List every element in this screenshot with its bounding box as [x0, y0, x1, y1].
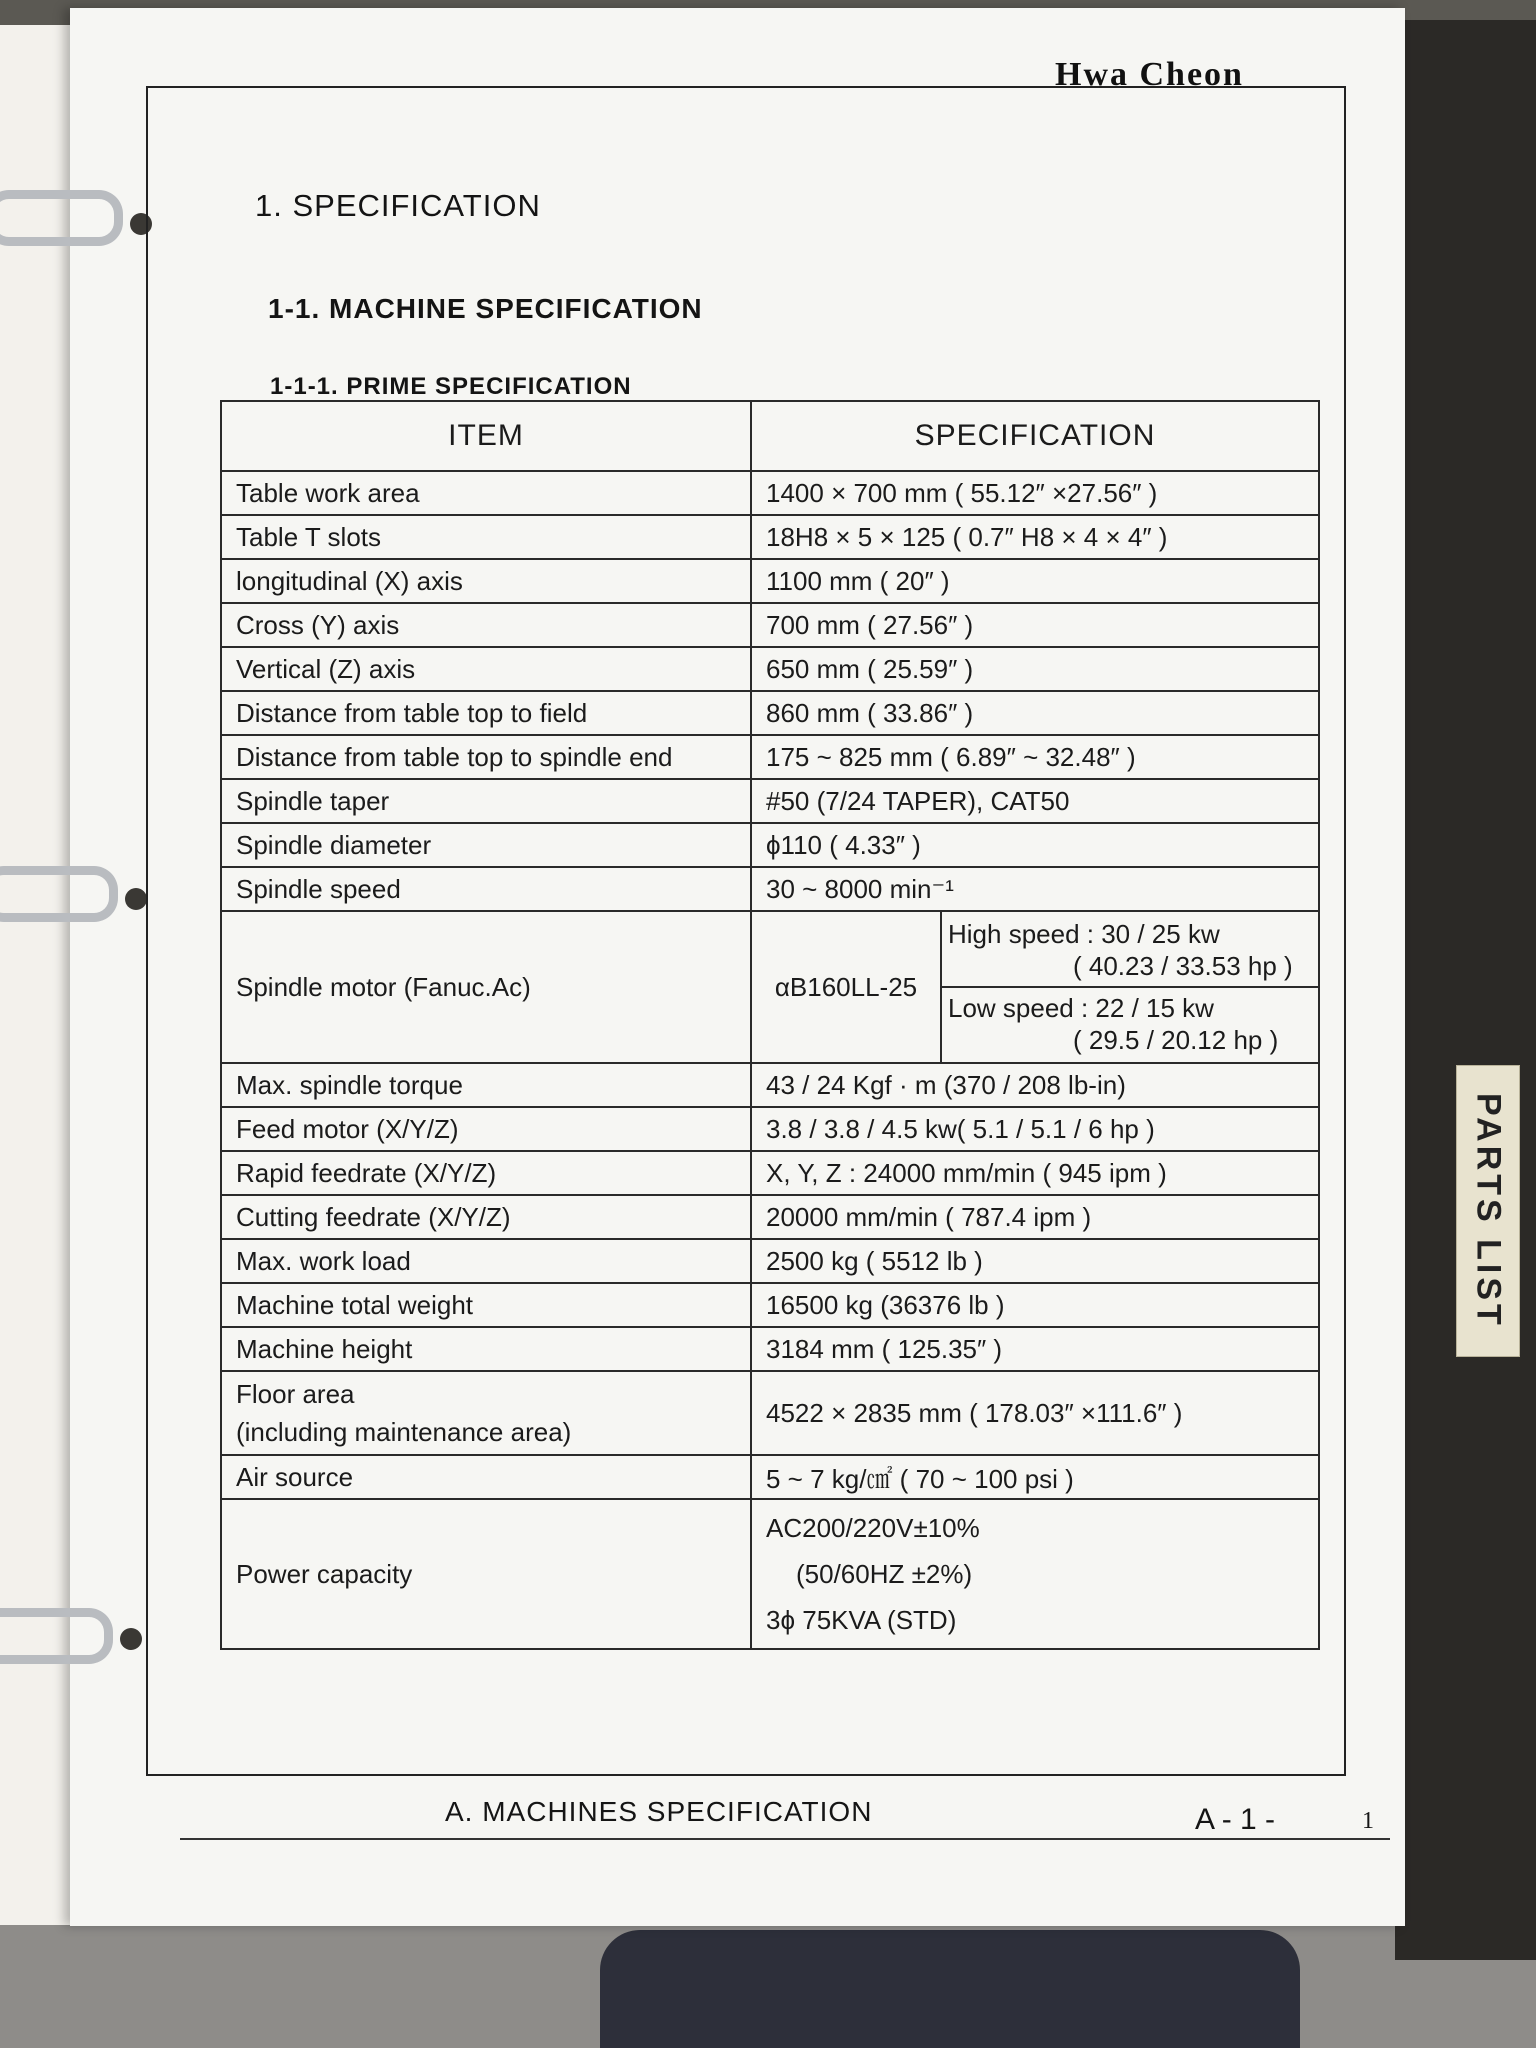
item-cell: longitudinal (X) axis [221, 559, 751, 603]
high-speed-hp: ( 40.23 / 33.53 hp ) [1073, 951, 1293, 981]
item-cell: Distance from table top to field [221, 691, 751, 735]
item-cell: Machine height [221, 1327, 751, 1371]
header-specification: SPECIFICATION [751, 401, 1319, 471]
item-cell: Air source [221, 1455, 751, 1499]
table-header-row [221, 401, 1319, 471]
item-cell: Rapid feedrate (X/Y/Z) [221, 1151, 751, 1195]
binder-cover [1395, 20, 1536, 1960]
spec-cell: #50 (7/24 TAPER), CAT50 [751, 779, 1319, 823]
spec-cell: 2500 kg ( 5512 lb ) [751, 1239, 1319, 1283]
table-row [221, 647, 1319, 691]
spec-table [220, 400, 1320, 1650]
table-row [221, 1063, 1319, 1107]
motor-speed-cell [941, 911, 1319, 1063]
power-kva: 3ϕ 75KVA (STD) [766, 1605, 957, 1635]
item-cell: Cutting feedrate (X/Y/Z) [221, 1195, 751, 1239]
low-speed-hp: ( 29.5 / 20.12 hp ) [1073, 1025, 1279, 1055]
item-cell: Distance from table top to spindle end [221, 735, 751, 779]
binder-ring [0, 1608, 113, 1664]
table-row [221, 735, 1319, 779]
item-cell: Power capacity [221, 1499, 751, 1649]
spec-cell: 20000 mm/min ( 787.4 ipm ) [751, 1195, 1319, 1239]
item-cell: Cross (Y) axis [221, 603, 751, 647]
spec-cell: 650 mm ( 25.59″ ) [751, 647, 1319, 691]
subsection-heading: 1-1. MACHINE SPECIFICATION [268, 293, 703, 324]
table-row [221, 1151, 1319, 1195]
spec-cell: 5 ~ 7 kg/㎠ ( 70 ~ 100 psi ) [751, 1455, 1319, 1499]
header-item: ITEM [221, 401, 751, 471]
table-row [221, 1455, 1319, 1499]
power-voltage: AC200/220V±10% [766, 1513, 980, 1543]
floor-area-row [221, 1371, 1319, 1455]
spec-cell: 1100 mm ( 20″ ) [751, 559, 1319, 603]
spec-cell: 175 ~ 825 mm ( 6.89″ ~ 32.48″ ) [751, 735, 1319, 779]
spec-cell: 30 ~ 8000 min⁻¹ [751, 867, 1319, 911]
punch-hole [125, 888, 147, 910]
motor-row [221, 911, 1319, 1063]
binder-ring [0, 866, 118, 922]
table-row [221, 1283, 1319, 1327]
company-name: Hwa Cheon [1055, 56, 1244, 93]
table-row [221, 603, 1319, 647]
spec-cell: 3.8 / 3.8 / 4.5 kw( 5.1 / 5.1 / 6 hp ) [751, 1107, 1319, 1151]
footer-title: A. MACHINES SPECIFICATION [445, 1796, 873, 1827]
power-frequency: (50/60HZ ±2%) [796, 1559, 973, 1589]
floor-area-label: Floor area [236, 1379, 355, 1409]
item-cell: Table work area [221, 471, 751, 515]
table-row [221, 779, 1319, 823]
punch-hole [120, 1628, 142, 1650]
spec-cell: 43 / 24 Kgf · m (370 / 208 lb-in) [751, 1063, 1319, 1107]
table-row [221, 1327, 1319, 1371]
item-cell: Spindle taper [221, 779, 751, 823]
shoe [600, 1930, 1300, 2048]
footer-rule [180, 1838, 1390, 1840]
power-row [221, 1499, 1319, 1649]
high-speed-block [942, 912, 1318, 988]
document-page [70, 8, 1405, 1926]
spec-cell: 700 mm ( 27.56″ ) [751, 603, 1319, 647]
subsubsection-heading: 1-1-1. PRIME SPECIFICATION [270, 373, 632, 400]
spec-cell: X, Y, Z : 24000 mm/min ( 945 ipm ) [751, 1151, 1319, 1195]
table-row [221, 691, 1319, 735]
table-row [221, 471, 1319, 515]
item-cell: Machine total weight [221, 1283, 751, 1327]
item-cell: Spindle motor (Fanuc.Ac) [221, 911, 751, 1063]
table-row [221, 823, 1319, 867]
footer-page-number: 1 [1362, 1808, 1374, 1834]
table-row [221, 1195, 1319, 1239]
item-cell: Spindle speed [221, 867, 751, 911]
spec-cell: 1400 × 700 mm ( 55.12″ ×27.56″ ) [751, 471, 1319, 515]
low-speed-block [942, 988, 1318, 1062]
spec-cell: 16500 kg (36376 lb ) [751, 1283, 1319, 1327]
floor-area-note: (including maintenance area) [236, 1417, 572, 1447]
low-speed-power: Low speed : 22 / 15 kw [948, 993, 1214, 1023]
section-heading: 1. SPECIFICATION [255, 188, 541, 223]
footer-page-label: A - 1 - [1195, 1803, 1276, 1836]
spec-cell: 4522 × 2835 mm ( 178.03″ ×111.6″ ) [751, 1371, 1319, 1455]
table-row [221, 867, 1319, 911]
item-cell: Feed motor (X/Y/Z) [221, 1107, 751, 1151]
table-row [221, 1107, 1319, 1151]
parts-list-tab[interactable]: PARTS LIST [1456, 1065, 1520, 1357]
spec-cell: 18H8 × 5 × 125 ( 0.7″ H8 × 4 × 4″ ) [751, 515, 1319, 559]
power-spec-cell [751, 1499, 1319, 1649]
item-cell: Max. spindle torque [221, 1063, 751, 1107]
item-cell [221, 1371, 751, 1455]
item-cell: Vertical (Z) axis [221, 647, 751, 691]
item-cell: Max. work load [221, 1239, 751, 1283]
motor-model-cell: αB160LL-25 [751, 911, 941, 1063]
item-cell: Spindle diameter [221, 823, 751, 867]
item-cell: Table T slots [221, 515, 751, 559]
spec-cell: 3184 mm ( 125.35″ ) [751, 1327, 1319, 1371]
spec-cell: ϕ110 ( 4.33″ ) [751, 823, 1319, 867]
binder-ring [0, 190, 123, 246]
table-row [221, 515, 1319, 559]
table-row [221, 559, 1319, 603]
spec-cell: 860 mm ( 33.86″ ) [751, 691, 1319, 735]
table-row [221, 1239, 1319, 1283]
high-speed-power: High speed : 30 / 25 kw [948, 919, 1220, 949]
